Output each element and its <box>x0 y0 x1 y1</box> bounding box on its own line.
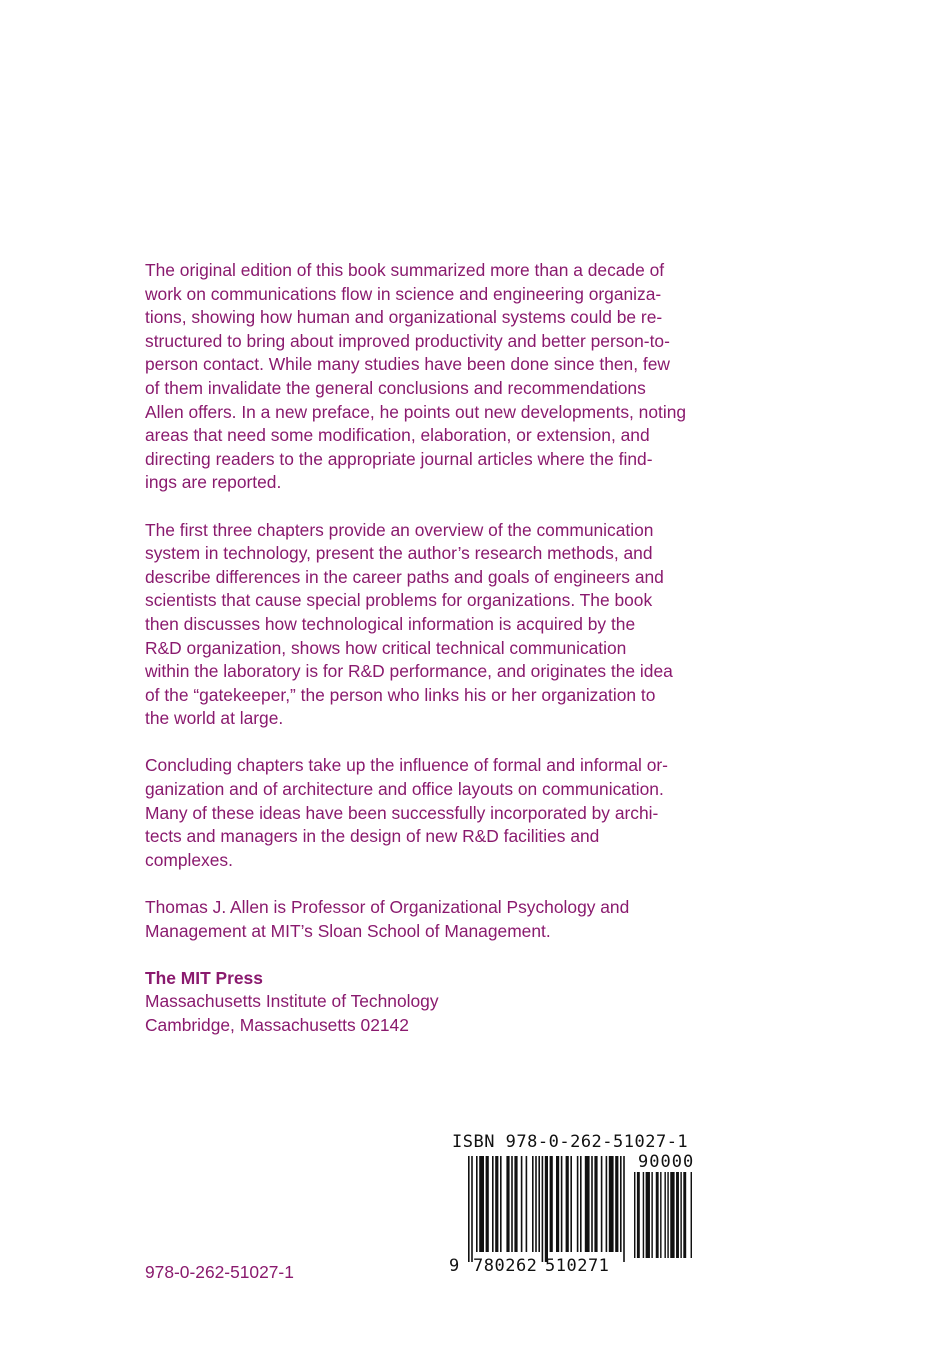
barcode-bar <box>634 1172 635 1258</box>
description-paragraph-1 <box>145 259 745 495</box>
publisher-imprint <box>145 967 745 1038</box>
barcode-bar <box>591 1156 593 1252</box>
barcode-bar <box>606 1156 608 1252</box>
text-line: system in technology, present the author’s research methods, and <box>145 543 653 564</box>
barcode-bar <box>570 1156 572 1252</box>
barcode-bar <box>535 1156 537 1252</box>
isbn-number: 978-0-262-51027-1 <box>145 1262 294 1282</box>
barcode-bar <box>651 1172 652 1258</box>
barcode-bar <box>566 1156 569 1252</box>
barcode-bar <box>511 1156 513 1252</box>
text-line: Many of these ideas have been successfully incorporated by archi- <box>145 802 659 823</box>
barcode-bar <box>479 1156 484 1252</box>
text-line: person contact. While many studies have been done since then, few <box>145 354 670 375</box>
barcode-addon-digits: 90000 <box>638 1152 695 1172</box>
barcode-bar <box>609 1156 614 1252</box>
text-line: within the laboratory is for R&D performance, and originates the idea <box>145 661 673 682</box>
barcode-bar <box>620 1156 622 1252</box>
text-line: tects and managers in the design of new R&D facilities and <box>145 826 600 847</box>
barcode-bars <box>448 1152 716 1262</box>
barcode-bar <box>506 1156 509 1252</box>
barcode-digit-group-1: 780262 <box>473 1256 538 1276</box>
barcode-isbn-label: ISBN 978-0-262-51027-1 <box>452 1132 689 1152</box>
barcode-bar <box>521 1156 523 1252</box>
description-paragraph-3 <box>145 754 745 872</box>
barcode-bar <box>550 1156 553 1252</box>
barcode-bar <box>646 1172 650 1258</box>
barcode-bar <box>545 1156 548 1262</box>
barcode-bar <box>471 1156 473 1262</box>
barcode-bar <box>660 1172 661 1258</box>
barcode-bar <box>495 1156 498 1252</box>
text-line: of the “gatekeeper,” the person who links his or her organization to <box>145 684 656 705</box>
text-line: areas that need some modification, elaboration, or extension, and <box>145 425 650 446</box>
barcode-bar <box>670 1172 674 1258</box>
barcode-bar <box>526 1156 528 1252</box>
barcode-bar <box>691 1172 692 1258</box>
barcode-bar <box>542 1156 544 1262</box>
author-bio <box>145 896 745 943</box>
barcode-bar <box>676 1172 679 1258</box>
text-line: Thomas J. Allen is Professor of Organizational Psychology and <box>145 897 630 918</box>
text-line: ganization and of architecture and office layouts on communication. <box>145 779 664 800</box>
text-line: work on communications flow in science and engineering organiza- <box>145 283 662 304</box>
text-line: scientists that cause special problems for organizations. The book <box>145 590 653 611</box>
text-line: Allen offers. In a new preface, he points out new developments, noting <box>145 401 687 422</box>
barcode-bar <box>476 1156 478 1252</box>
text-line: then discusses how technological information is acquired by the <box>145 613 636 634</box>
barcode-lead-digit: 9 <box>449 1256 460 1276</box>
publisher-address: Cambridge, Massachusetts 02142 <box>145 1015 409 1035</box>
publisher-name: The MIT Press <box>145 967 263 988</box>
text-line: R&D organization, shows how critical technical communication <box>145 637 627 658</box>
barcode-bar <box>594 1156 597 1252</box>
publisher-institution: Massachusetts Institute of Technology <box>145 991 439 1012</box>
text-line: The first three chapters provide an overview of the communication <box>145 519 654 540</box>
text-line: complexes. <box>145 849 233 870</box>
text-line: of them invalidate the general conclusions and recommendations <box>145 377 646 398</box>
isbn-barcode <box>448 1132 716 1282</box>
barcode-bar <box>580 1156 582 1252</box>
barcode-bar <box>538 1156 540 1252</box>
barcode-bar <box>486 1156 489 1252</box>
barcode-bar <box>656 1172 659 1258</box>
barcode-bar <box>680 1172 681 1258</box>
text-line: Management at MIT’s Sloan School of Management. <box>145 920 551 941</box>
barcode-bar <box>468 1156 470 1262</box>
barcode-bar <box>561 1156 563 1252</box>
barcode-bar <box>577 1156 579 1252</box>
text-line: the world at large. <box>145 708 284 729</box>
barcode-bar <box>615 1156 618 1252</box>
barcode-bar <box>500 1156 502 1252</box>
barcode-digit-group-2: 510271 <box>545 1256 610 1276</box>
barcode-bar <box>637 1172 640 1258</box>
text-line: describe differences in the career paths and goals of engineers and <box>145 566 664 587</box>
barcode-bar <box>514 1156 517 1252</box>
back-cover-text <box>145 259 745 1038</box>
barcode-bar <box>667 1172 668 1258</box>
text-line: structured to bring about improved productivity and better person-to- <box>145 330 670 351</box>
barcode-bar <box>643 1172 644 1258</box>
text-line: tions, showing how human and organizational systems could be re- <box>145 307 663 328</box>
description-paragraph-2 <box>145 519 745 731</box>
barcode-bar <box>532 1156 534 1252</box>
barcode-bar <box>664 1172 665 1258</box>
text-line: The original edition of this book summarized more than a decade of <box>145 260 665 280</box>
barcode-bar <box>556 1156 559 1252</box>
barcode-bar <box>683 1172 686 1258</box>
barcode-bar <box>623 1156 625 1262</box>
barcode-bar <box>585 1156 590 1252</box>
text-line: ings are reported. <box>145 472 282 493</box>
text-line: Concluding chapters take up the influence of formal and informal or- <box>145 755 668 776</box>
barcode-bar <box>601 1156 603 1252</box>
barcode-bar <box>492 1156 494 1252</box>
text-line: directing readers to the appropriate journal articles where the find- <box>145 448 653 469</box>
